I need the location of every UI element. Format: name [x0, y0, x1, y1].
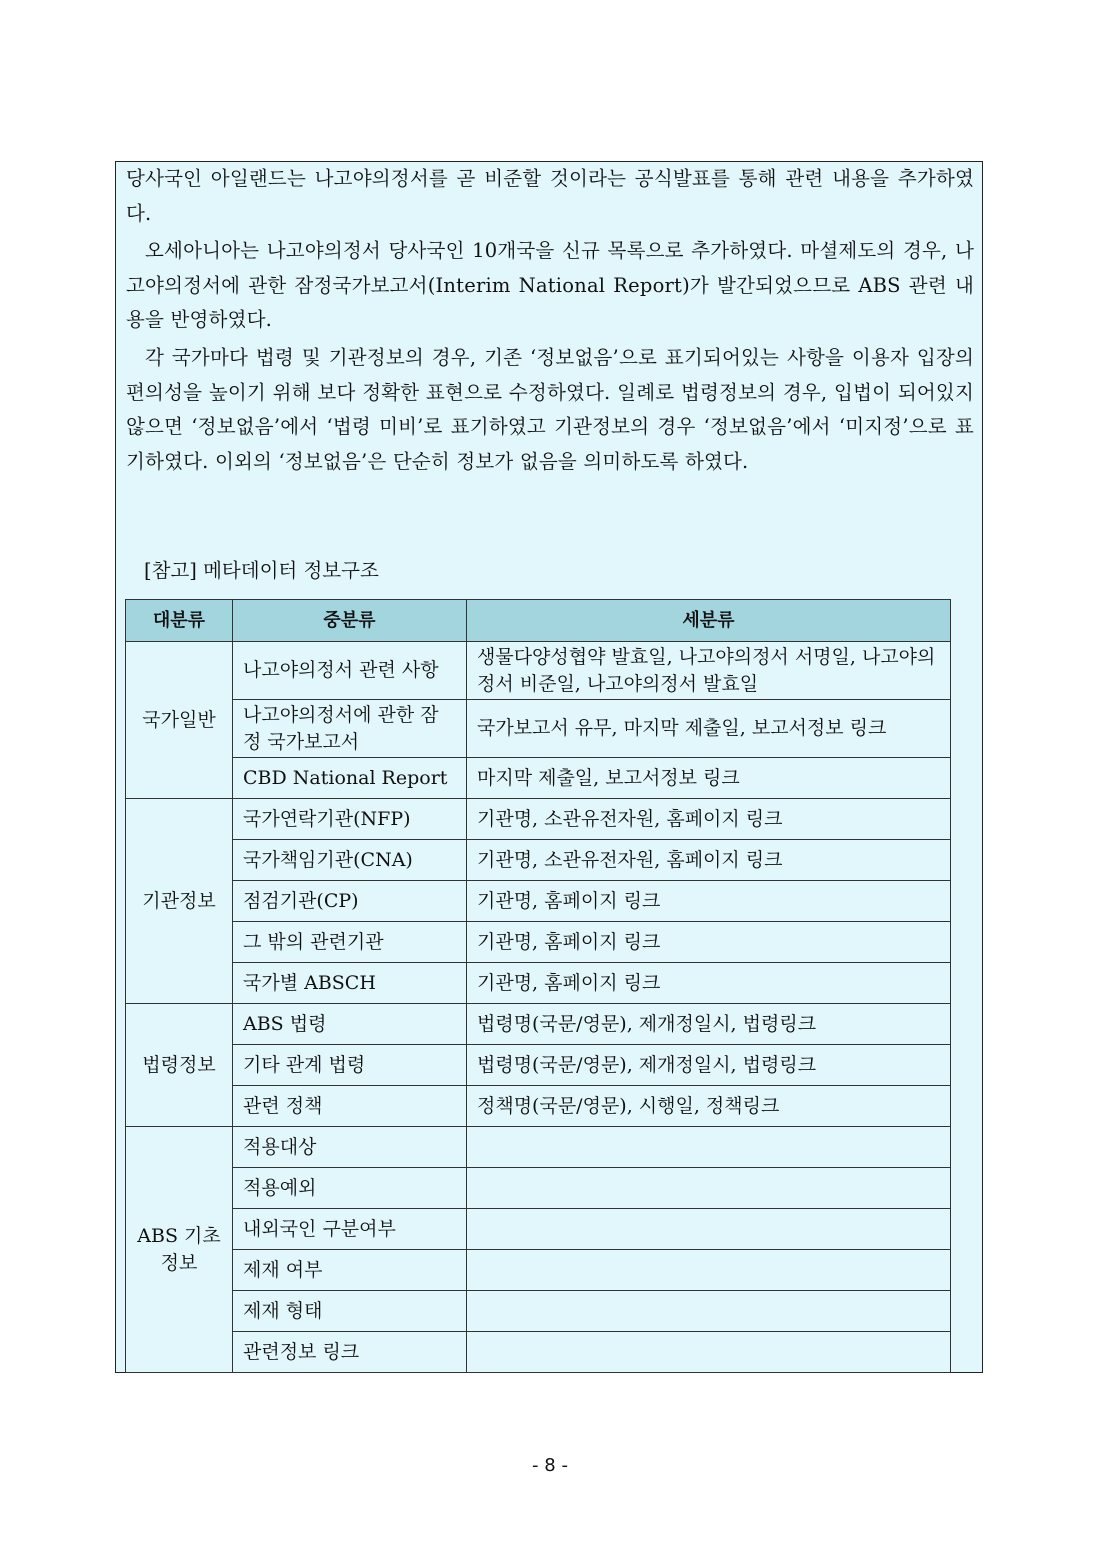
table-row: [126, 1045, 951, 1086]
table-row: [126, 1291, 951, 1332]
mid-cell: 적용대상: [233, 1127, 467, 1168]
mid-cell: 관련정보 링크: [233, 1332, 467, 1373]
reference-title: [참고] 메타데이터 정보구조: [144, 559, 379, 582]
mid-cell: 나고야의정서에 관한 잠정 국가보고서: [233, 700, 467, 758]
table-row: [126, 799, 951, 840]
detail-cell: 기관명, 소관유전자원, 홈페이지 링크: [467, 799, 951, 840]
detail-cell: 생물다양성협약 발효일, 나고야의정서 서명일, 나고야의정서 비준일, 나고야의정서 발효일: [467, 642, 951, 700]
paragraph-2: 오세아니아는 나고야의정서 당사국인 10개국을 신규 목록으로 추가하였다. 마셜제도의 경우, 나고야의정서에 관한 잠정국가보고서(Interim National Report)가 발간되었으므로 ABS 관련 내용을 반영하였다.: [126, 239, 974, 331]
category-cell: 국가일반: [126, 642, 233, 799]
mid-cell: 관련 정책: [233, 1086, 467, 1127]
mid-cell: 국가연락기관(NFP): [233, 799, 467, 840]
table-row: [126, 922, 951, 963]
mid-cell: ABS 법령: [233, 1004, 467, 1045]
table-row: [126, 700, 951, 758]
mid-cell: CBD National Report: [233, 758, 467, 799]
paragraph-3: 각 국가마다 법령 및 기관정보의 경우, 기존 ‘정보없음’으로 표기되어있는 사항을 이용자 입장의 편의성을 높이기 위해 보다 정확한 표현으로 수정하였다. 일례로 법령정보의 경우, 입법이 되어있지 않으면 ‘정보없음’에서 ‘법령 미비’로 표기하였고 기관정보의 경우 ‘정보없음’에서 ‘미지정’으로 표기하였다. 이외의 ‘정보없음’은 단순히 정보가 없음을 의미하도록 하였다.: [126, 346, 974, 473]
mid-cell: 국가책임기관(CNA): [233, 840, 467, 881]
detail-cell: 마지막 제출일, 보고서정보 링크: [467, 758, 951, 799]
detail-cell: 법령명(국문/영문), 제개정일시, 법령링크: [467, 1045, 951, 1086]
detail-cell: 기관명, 소관유전자원, 홈페이지 링크: [467, 840, 951, 881]
table-row: [126, 1086, 951, 1127]
table-row: [126, 1332, 951, 1373]
detail-cell: [467, 1209, 951, 1250]
category-cell: 기관정보: [126, 799, 233, 1004]
mid-cell: 국가별 ABSCH: [233, 963, 467, 1004]
detail-cell: 기관명, 홈페이지 링크: [467, 963, 951, 1004]
table-row: [126, 963, 951, 1004]
mid-cell: 내외국인 구분여부: [233, 1209, 467, 1250]
table-row: [126, 1004, 951, 1045]
table-row: [126, 1209, 951, 1250]
mid-cell: 그 밖의 관련기관: [233, 922, 467, 963]
detail-cell: 기관명, 홈페이지 링크: [467, 881, 951, 922]
detail-cell: [467, 1332, 951, 1373]
header-detail: 세분류: [467, 600, 951, 642]
category-cell: 법령정보: [126, 1004, 233, 1127]
category-cell: ABS 기초정보: [126, 1127, 233, 1373]
detail-cell: [467, 1127, 951, 1168]
detail-cell: [467, 1291, 951, 1332]
mid-cell: 제재 여부: [233, 1250, 467, 1291]
content-box: [115, 161, 983, 1373]
page-number: - 8 -: [532, 1455, 568, 1476]
mid-cell: 제재 형태: [233, 1291, 467, 1332]
mid-cell: 나고야의정서 관련 사항: [233, 642, 467, 700]
table-row: [126, 840, 951, 881]
detail-cell: 법령명(국문/영문), 제개정일시, 법령링크: [467, 1004, 951, 1045]
detail-cell: [467, 1250, 951, 1291]
mid-cell: 점검기관(CP): [233, 881, 467, 922]
table-row: [126, 881, 951, 922]
table-row: [126, 642, 951, 700]
mid-cell: 기타 관계 법령: [233, 1045, 467, 1086]
detail-cell: 기관명, 홈페이지 링크: [467, 922, 951, 963]
table-header-row: [126, 600, 951, 642]
detail-cell: 국가보고서 유무, 마지막 제출일, 보고서정보 링크: [467, 700, 951, 758]
detail-cell: [467, 1168, 951, 1209]
table-row: [126, 1250, 951, 1291]
header-major: 대분류: [126, 600, 233, 642]
header-middle: 중분류: [233, 600, 467, 642]
metadata-table: [125, 599, 951, 1373]
table-row: [126, 1127, 951, 1168]
table-row: [126, 758, 951, 799]
paragraph-1: 당사국인 아일랜드는 나고야의정서를 곧 비준할 것이라는 공식발표를 통해 관련 내용을 추가하였다.: [126, 167, 974, 225]
mid-cell: 적용예외: [233, 1168, 467, 1209]
detail-cell: 정책명(국문/영문), 시행일, 정책링크: [467, 1086, 951, 1127]
table-row: [126, 1168, 951, 1209]
